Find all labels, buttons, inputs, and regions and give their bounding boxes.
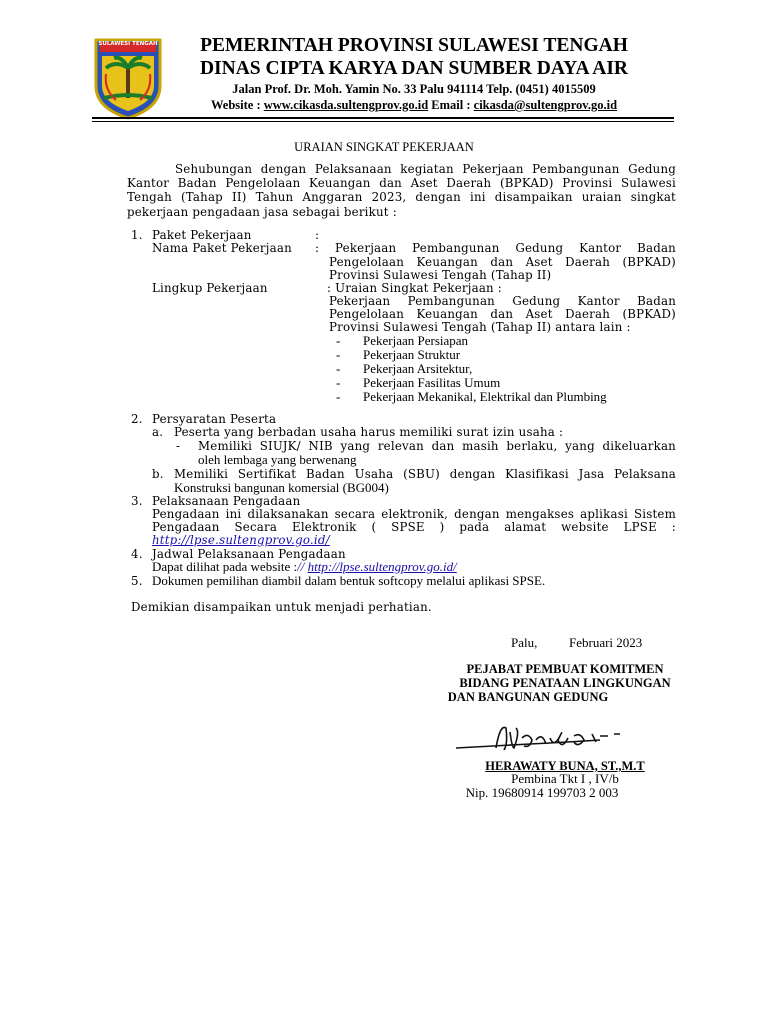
list-dash: - [336, 361, 341, 376]
item1-number: 1. [131, 228, 143, 242]
list-dash: - [336, 375, 341, 390]
item2a-mark: a. [152, 425, 164, 439]
place: Palu, [511, 635, 538, 650]
list-item: Pekerjaan Arsitektur, [363, 361, 473, 376]
list-item: Pekerjaan Fasilitas Umum [363, 375, 501, 390]
item2-number: 2. [131, 412, 143, 426]
website-link[interactable]: www.cikasda.sultengprov.go.id [263, 98, 429, 112]
closing-sentence: Demikian disampaikan untuk menjadi perhatian. [131, 600, 432, 614]
item3-line2: Pengadaan Secara Elektronik ( SPSE ) pada alamat website LPSE : [152, 520, 676, 534]
jadwal-link[interactable]: http://lpse.sultengprov.go.id/ [307, 559, 457, 574]
lingkup-line3: Pengelolaan Keuangan dan Aset Daerah (BPKAD) [329, 307, 676, 321]
nama-paket-line2: Pengelolaan Keuangan dan Aset Daerah (BPKAD) [329, 255, 676, 269]
item5-text: Dokumen pemilihan diambil dalam bentuk softcopy melalui aplikasi SPSE. [152, 573, 546, 588]
signatory-rank: Pembina Tkt I , IV/b [511, 771, 619, 786]
item2a-text: Peserta yang berbadan usaha harus memiliki surat izin usaha : [174, 425, 564, 439]
item2a-sub-line1: Memiliki SIUJK/ NIB yang relevan dan masih berlaku, yang dikeluarkan [198, 439, 676, 453]
item4-link-prefix: // [297, 559, 308, 574]
letterhead-contact [0, 97, 768, 113]
item2a-sub-line2: oleh lembaga yang berwenang [198, 452, 357, 467]
document-title: URAIAN SINGKAT PEKERJAAN [294, 140, 474, 154]
signatory-name: HERAWATY BUNA, ST.,M.T [485, 759, 645, 773]
letterhead-address: Jalan Prof. Dr. Moh. Yamin No. 33 Palu 941114 Telp. (0451) 4015509 [232, 82, 596, 96]
date: Februari 2023 [569, 635, 643, 650]
item2a-dash: - [176, 439, 181, 453]
item4-text: Dapat dilihat pada website : [152, 559, 298, 574]
list-dash: - [336, 389, 341, 404]
item2-label: Persyaratan Peserta [152, 412, 277, 426]
item4-number: 4. [131, 547, 143, 561]
item2b-mark: b. [152, 467, 164, 481]
item4-label: Jadwal Pelaksanaan Pengadaan [152, 547, 346, 561]
letterhead-agency: DINAS CIPTA KARYA DAN SUMBER DAYA AIR [199, 58, 629, 79]
list-item: Pekerjaan Struktur [363, 347, 461, 362]
signatory-title-line3: DAN BANGUNAN GEDUNG [447, 690, 609, 704]
list-dash: - [336, 347, 341, 362]
signatory-title-line1: PEJABAT PEMBUAT KOMITMEN [466, 662, 664, 676]
item4-line [152, 560, 457, 574]
item1-colon: : [315, 228, 320, 242]
item3-line1: Pengadaan ini dilaksanakan secara elektronik, dengan mengakses aplikasi Sistem [152, 507, 676, 521]
letterhead-rule-thin [92, 121, 674, 122]
email-label: Email : [428, 98, 474, 112]
email-link[interactable]: cikasda@sultengprov.go.id [473, 98, 618, 112]
item2b-line1: Memiliki Sertifikat Badan Usaha (SBU) dengan Klasifikasi Jasa Pelaksana [174, 467, 676, 481]
intro-paragraph: Sehubungan dengan Pelaksanaan kegiatan Pekerjaan Pembangunan Gedung Kantor Badan Pengelolaan Keuangan dan Aset Daerah (BPKAD) Provinsi Sulawesi Tengah (Tahap II) Tahun Anggaran 2023, dengan ini disampaikan uraian singkat pekerjaan pengadaan jasa sebagai berikut : [127, 162, 676, 219]
lingkup-line4: Provinsi Sulawesi Tengah (Tahap II) antara lain : [329, 320, 631, 334]
handwritten-signature [450, 718, 640, 760]
lingkup-label: Lingkup Pekerjaan [152, 281, 268, 295]
item2b-line2: Konstruksi bangunan komersial (BG004) [174, 480, 389, 495]
signatory-title-line2: BIDANG PENATAAN LINGKUNGAN [459, 676, 671, 690]
nama-paket-label: Nama Paket Pekerjaan [152, 241, 292, 255]
item5-number: 5. [131, 574, 143, 588]
logo-banner-text: SULAWESI TENGAH [98, 41, 158, 47]
list-item: Pekerjaan Persiapan [363, 333, 469, 348]
lpse-link[interactable]: http://lpse.sultengprov.go.id/ [152, 533, 330, 547]
nama-paket-line1: : Pekerjaan Pembangunan Gedung Kantor Badan [315, 241, 676, 255]
item1-label: Paket Pekerjaan [152, 228, 252, 242]
lingkup-line2: Pekerjaan Pembangunan Gedung Kantor Badan [329, 294, 676, 308]
signatory-nip: Nip. 19680914 199703 2 003 [465, 785, 619, 800]
website-label: Website : [210, 98, 264, 112]
letterhead-government: PEMERINTAH PROVINSI SULAWESI TENGAH [200, 35, 628, 56]
item3-number: 3. [131, 494, 143, 508]
list-item: Pekerjaan Mekanikal, Elektrikal dan Plumbing [363, 389, 607, 404]
lingkup-line1: : Uraian Singkat Pekerjaan : [327, 281, 502, 295]
list-dash: - [336, 333, 341, 348]
letterhead-rule-thick [92, 117, 674, 119]
item3-label: Pelaksanaan Pengadaan [152, 494, 301, 508]
nama-paket-line3: Provinsi Sulawesi Tengah (Tahap II) [329, 268, 552, 282]
